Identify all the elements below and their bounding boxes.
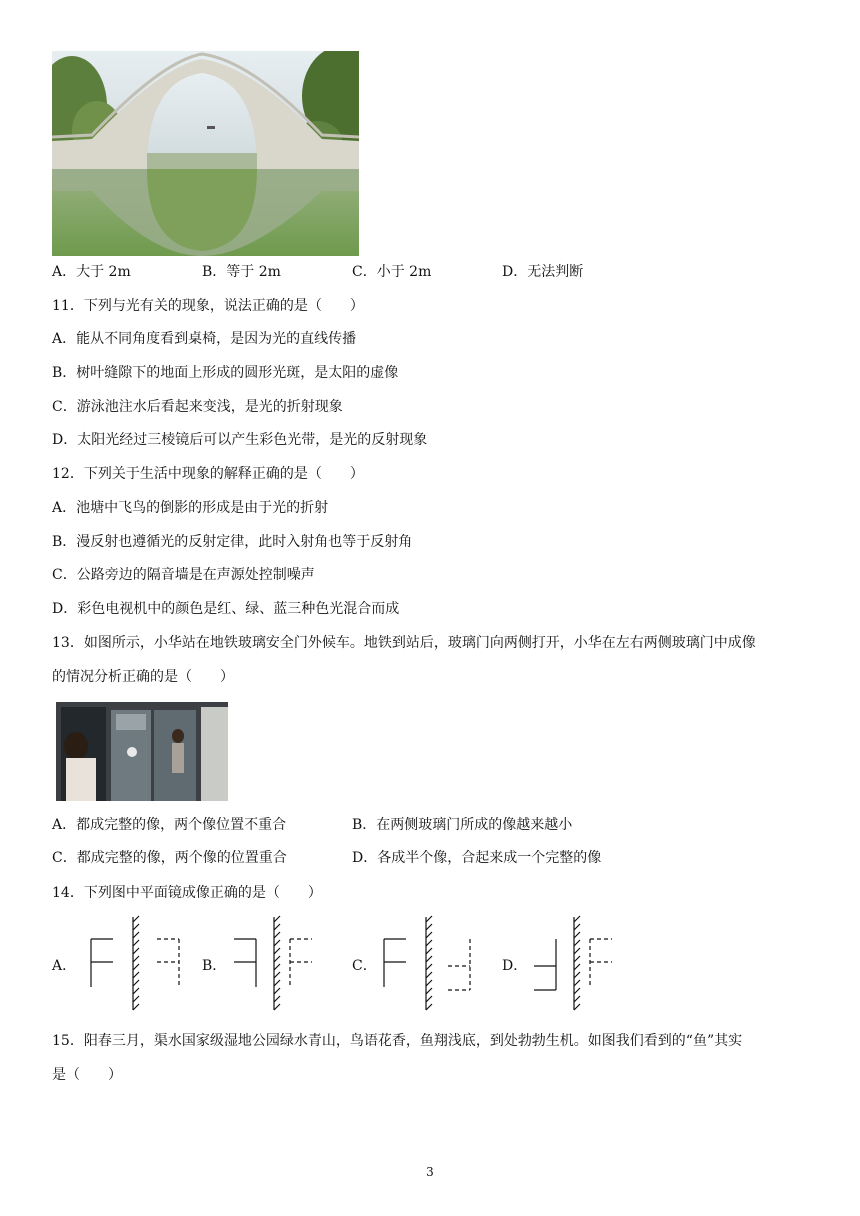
q14-label-b: B． bbox=[202, 958, 227, 974]
q12-option-d: D．彩色电视机中的颜色是红、绿、蓝三种色光混合而成 bbox=[52, 601, 400, 617]
q10-option-a: A．大于 2m bbox=[52, 264, 131, 280]
q13-option-c: C．都成完整的像，两个像的位置重合 bbox=[52, 850, 287, 866]
q15-stem-line1: 15．阳春三月，渠水国家级湿地公园绿水青山，鸟语花香，鱼翔浅底，到处勃勃生机。如图我们看到的“鱼”其实 bbox=[52, 1033, 743, 1049]
q12-stem: 12．下列关于生活中现象的解释正确的是（ ） bbox=[52, 466, 364, 482]
q15-stem-line2: 是（ ） bbox=[52, 1067, 122, 1083]
subway-door-photo bbox=[56, 702, 228, 801]
q10-option-c: C．小于 2m bbox=[352, 264, 432, 280]
q12-option-a: A．池塘中飞鸟的倒影的形成是由于光的折射 bbox=[52, 500, 329, 516]
q11-option-a: A．能从不同角度看到桌椅，是因为光的直线传播 bbox=[52, 331, 357, 347]
page-number: 3 bbox=[426, 1165, 434, 1179]
q13-option-a: A．都成完整的像，两个像位置不重合 bbox=[52, 817, 287, 833]
q12-option-c: C．公路旁边的隔音墙是在声源处控制噪声 bbox=[52, 567, 315, 583]
bridge-illustration bbox=[52, 51, 359, 256]
q11-stem: 11．下列与光有关的现象，说法正确的是（ ） bbox=[52, 298, 364, 314]
q14-stem: 14．下列图中平面镜成像正确的是（ ） bbox=[52, 885, 322, 901]
mirror-figure-b bbox=[228, 912, 328, 1012]
q10-option-d: D．无法判断 bbox=[502, 264, 584, 280]
mirror-figure-d bbox=[528, 912, 628, 1012]
q11-option-d: D．太阳光经过三棱镜后可以产生彩色光带，是光的反射现象 bbox=[52, 432, 428, 448]
q14-label-c: C． bbox=[352, 958, 377, 974]
subway-door-illustration bbox=[56, 702, 228, 801]
q11-option-c: C．游泳池注水后看起来变浅，是光的折射现象 bbox=[52, 399, 343, 415]
q13-option-d: D．各成半个像，合起来成一个完整的像 bbox=[352, 850, 602, 866]
q10-option-b: B．等于 2m bbox=[202, 264, 281, 280]
q13-option-b: B．在两侧玻璃门所成的像越来越小 bbox=[352, 817, 573, 833]
bridge-photo bbox=[52, 51, 359, 256]
q13-stem-line1: 13．如图所示，小华站在地铁玻璃安全门外候车。地铁到站后，玻璃门向两侧打开，小华在左右两侧玻璃门中成像 bbox=[52, 635, 756, 651]
q14-label-d: D． bbox=[502, 958, 528, 974]
q12-option-b: B．漫反射也遵循光的反射定律，此时入射角也等于反射角 bbox=[52, 534, 413, 550]
mirror-figure-c bbox=[378, 912, 478, 1012]
mirror-figure-a bbox=[85, 912, 185, 1012]
q14-label-a: A． bbox=[52, 958, 77, 974]
q11-option-b: B．树叶缝隙下的地面上形成的圆形光斑，是太阳的虚像 bbox=[52, 365, 399, 381]
q13-stem-line2: 的情况分析正确的是（ ） bbox=[52, 669, 234, 685]
